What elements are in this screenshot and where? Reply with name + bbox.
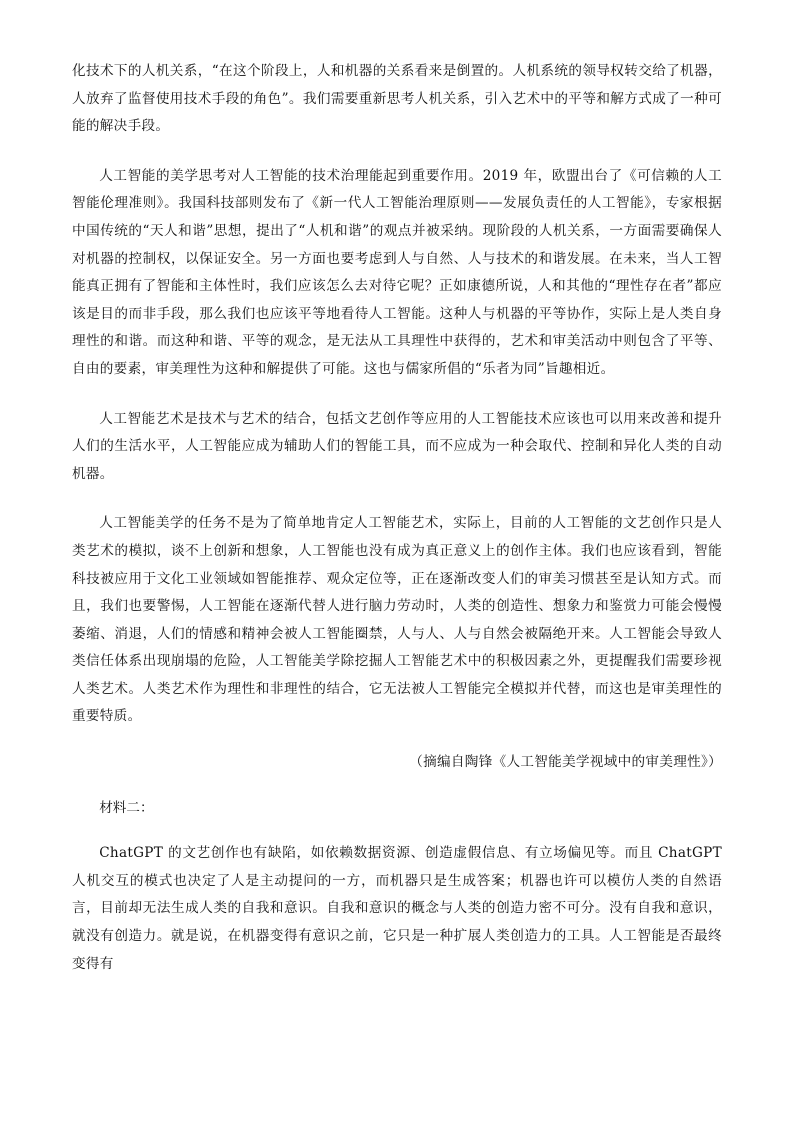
paragraph-gap — [72, 731, 722, 749]
paragraph-gap — [72, 488, 722, 510]
source-citation: （摘编自陶锋《人工智能美学视域中的审美理性》） — [409, 754, 722, 771]
paragraph-gap — [72, 822, 722, 840]
section-label: 材料二： — [99, 799, 154, 816]
paragraph-gap — [72, 777, 722, 795]
document-page — [72, 58, 722, 978]
paragraph-gap — [72, 384, 722, 406]
paragraph-3: 人工智能艺术是技术与艺术的结合，包括文艺创作等应用的人工智能技术应该也可以用来改善和提升人们的生活水平，人工智能应成为辅助人们的智能工具，而不应成为一种会取代、控制和异化人类的自动机器。 — [72, 410, 722, 482]
paragraph-4: 人工智能美学的任务不是为了简单地肯定人工智能艺术，实际上，目前的人工智能的文艺创作只是人类艺术的模拟，谈不上创新和想象，人工智能也没有成为真正意义上的创作主体。我们也应该看到，智能科技被应用于文化工业领域如智能推荐、观众定位等，正在逐渐改变人们的审美习惯甚至是认知方式。而且，我们也要警惕，人工智能在逐渐代替人进行脑力劳动时，人类的创造性、想象力和鉴赏力可能会慢慢萎缩、消退，人们的情感和精神会被人工智能圈禁，人与人、人与自然会被隔绝开来。人工智能会导致人类信任体系出现崩塌的危险，人工智能美学除挖掘人工智能艺术中的积极因素之外，更提醒我们需要珍视人类艺术。人类艺术作为理性和非理性的结合，它无法被人工智能完全模拟并代替，而这也是审美理性的重要特质。 — [72, 515, 722, 725]
paragraph-gap — [72, 141, 722, 163]
paragraph-material-2: ChatGPT 的文艺创作也有缺陷，如依赖数据资源、创造虚假信息、有立场偏见等。而且 ChatGPT 人机交互的模式也决定了人是主动提问的一方，而机器只是生成答案；机器也许可以模仿人类的自然语言，目前却无法生成人类的自我和意识。自我和意识的概念与人类的创造力密不可分。没有自我和意识，就没有创造力。就是说，在机器变得有意识之前，它只是一种扩展人类创造力的工具。人工智能是否最终变得有 — [72, 845, 722, 972]
paragraph-2: 人工智能的美学思考对人工智能的技术治理能起到重要作用。2019 年，欧盟出台了《可信赖的人工智能伦理准则》。我国科技部则发布了《新一代人工智能治理原则——发展负责任的人工智能》，专家根据中国传统的“天人和谐”思想，提出了“人机和谐”的观点并被采纳。现阶段的人机关系，一方面需要确保人对机器的控制权，以保证安全。另一方面也要考虑到人与自然、人与技术的和谐发展。在未来，当人工智能真正拥有了智能和主体性时，我们应该怎么去对待它呢？正如康德所说，人和其他的“理性存在者”都应该是目的而非手段，那么我们也应该平等地看待人工智能。这种人与机器的平等协作，实际上是人类自身理性的和谐。而这种和谐、平等的观念，是无法从工具理性中获得的，艺术和审美活动中则包含了平等、自由的要素，审美理性为这种和解提供了可能。这也与儒家所倡的“乐者为同”旨趣相近。 — [72, 167, 722, 377]
paragraph-1: 化技术下的人机关系，“在这个阶段上，人和机器的关系看来是倒置的。人机系统的领导权转交给了机器，人放弃了监督使用技术手段的角色”。我们需要重新思考人机关系，引入艺术中的平等和解方式成了一种可能的解决手段。 — [72, 63, 722, 135]
